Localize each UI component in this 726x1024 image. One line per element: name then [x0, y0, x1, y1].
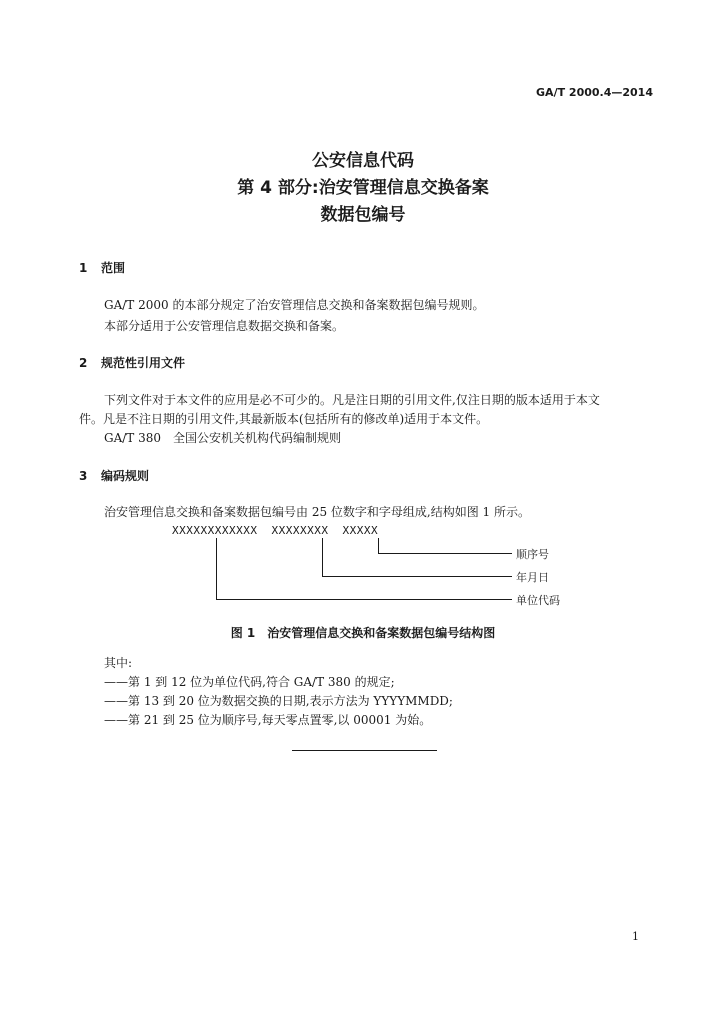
paragraph: GA/T 2000 的本部分规定了治安管理信息交换和备案数据包编号规则。 — [104, 298, 485, 312]
page-number: 1 — [632, 930, 639, 943]
label-sequence: 顺序号 — [516, 548, 549, 561]
note-item: ——第 1 到 12 位为单位代码,符合 GA/T 380 的规定; — [104, 675, 395, 689]
standard-number: GA/T 2000.4—2014 — [536, 86, 653, 99]
connector-horizontal-sequence — [378, 553, 512, 554]
section-number: 1 — [79, 261, 88, 275]
section-1-heading — [79, 259, 125, 276]
section-title: 范围 — [101, 261, 126, 275]
connector-vertical-date — [322, 538, 323, 576]
note-item: ——第 21 到 25 位为顺序号,每天零点置零,以 00001 为始。 — [104, 713, 432, 727]
code-group-date: XXXXXXXX — [271, 524, 329, 537]
end-rule — [292, 750, 437, 751]
paragraph: 件。凡是不注日期的引用文件,其最新版本(包括所有的修改单)适用于本文件。 — [79, 412, 489, 426]
section-number: 3 — [79, 469, 88, 483]
paragraph: 治安管理信息交换和备案数据包编号由 25 位数字和字母组成,结构如图 1 所示。 — [104, 505, 530, 519]
paragraph: 下列文件对于本文件的应用是必不可少的。凡是注日期的引用文件,仅注日期的版本适用于本文 — [104, 393, 600, 407]
label-date: 年月日 — [516, 571, 549, 584]
section-2-heading — [79, 354, 185, 371]
document-title-line-1: 公安信息代码 — [312, 151, 414, 171]
section-3-heading — [79, 467, 149, 484]
document-title-line-3: 数据包编号 — [320, 205, 406, 225]
connector-horizontal-date — [322, 576, 512, 577]
section-title: 编码规则 — [101, 469, 150, 483]
connector-vertical-sequence — [378, 538, 379, 553]
connector-horizontal-unit — [216, 599, 512, 600]
code-group-unit: XXXXXXXXXXXX — [172, 524, 258, 537]
reference-item: GA/T 380 全国公安机关机构代码编制规则 — [104, 431, 342, 445]
figure-caption: 图 1 治安管理信息交换和备案数据包编号结构图 — [230, 626, 496, 640]
label-unit-code: 单位代码 — [516, 594, 560, 607]
connector-vertical-unit — [216, 538, 217, 599]
note-item: ——第 13 到 20 位为数据交换的日期,表示方法为 YYYYMMDD; — [104, 694, 453, 708]
document-title-line-2: 第 4 部分:治安管理信息交换备案 — [237, 178, 489, 198]
code-structure — [172, 524, 378, 537]
paragraph: 本部分适用于公安管理信息数据交换和备案。 — [104, 319, 345, 333]
notes-intro: 其中: — [104, 656, 133, 670]
section-number: 2 — [79, 356, 88, 370]
section-title: 规范性引用文件 — [101, 356, 186, 370]
code-group-sequence: XXXXX — [342, 524, 379, 537]
